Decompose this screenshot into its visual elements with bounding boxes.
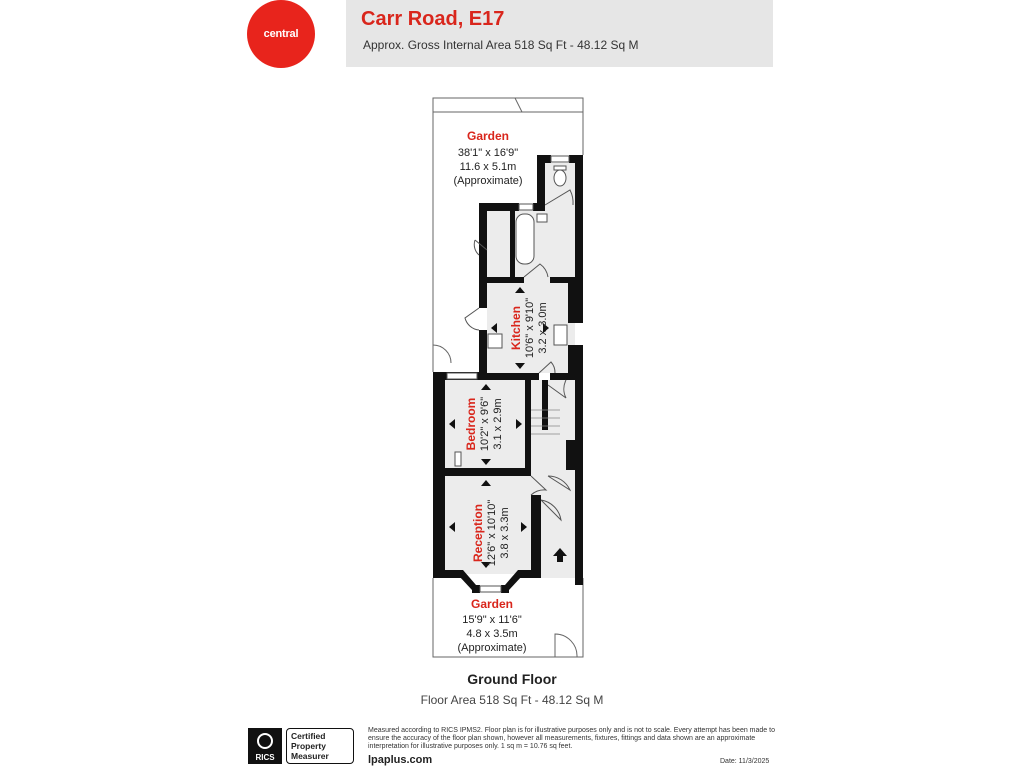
rics-badge [248, 728, 354, 764]
website-link[interactable]: lpaplus.com [368, 754, 433, 766]
rear-garden-name: Garden [466, 129, 510, 143]
disclaimer-text: Measured according to RICS IPMS2. Floor plan is for illustrative purposes only and is not to scale. Every attempt has been made to ensure the accuracy of the floor plan shown, however all measurements, fixtures, fittings and data shown are an approximate interpretation for illustrative purposes only. 1 sq m = 10.76 sq feet. [368, 727, 775, 750]
bedroom-name: Bedroom [464, 397, 478, 451]
bedroom-metric: 3.1 x 2.9m [492, 398, 504, 450]
floor-title: Ground Floor [467, 671, 557, 687]
cert-line-2: Property [291, 741, 326, 751]
rear-garden-note: (Approximate) [453, 175, 523, 187]
rear-garden-imperial: 38'1" x 16'9" [457, 147, 519, 159]
cert-line-1: Certified [291, 731, 326, 741]
kitchen-name: Kitchen [509, 305, 523, 351]
reception-imperial: 12'6" x 10'10" [486, 499, 498, 567]
bathtub-icon [516, 214, 534, 264]
rics-mark-text: RICS [255, 753, 275, 762]
gross-area-subtitle: Approx. Gross Internal Area 518 Sq Ft - 48.12 Sq M [363, 38, 639, 52]
garden-door [465, 308, 479, 330]
wardrobe-icon [455, 452, 461, 466]
front-garden-metric: 4.8 x 3.5m [466, 628, 518, 640]
front-garden-imperial: 15'9" x 11'6" [462, 614, 522, 626]
floor-area: Floor Area 518 Sq Ft - 48.12 Sq M [420, 693, 604, 707]
basin-icon [537, 214, 547, 222]
kitchen-imperial: 10'6" x 9'10" [524, 297, 536, 359]
page-title: Carr Road, E17 [361, 8, 505, 30]
hob-icon [554, 325, 567, 345]
toilet-cistern-icon [554, 166, 566, 170]
toilet-icon [554, 170, 566, 186]
certified-measurer-box [286, 728, 354, 764]
bedroom-imperial: 10'2" x 9'6" [479, 396, 491, 452]
kitchen-metric: 3.2 x 3.0m [537, 302, 549, 354]
front-garden-note: (Approximate) [457, 642, 527, 654]
rics-logo [248, 728, 282, 764]
cert-line-3: Measurer [291, 751, 329, 761]
rics-globe-icon [257, 733, 273, 749]
reception-metric: 3.8 x 3.3m [499, 507, 511, 559]
logo-text: central [263, 28, 299, 40]
plan-date: Date: 11/3/2025 [720, 758, 770, 765]
rear-garden-metric: 11.6 x 5.1m [459, 161, 517, 173]
front-garden-name: Garden [470, 597, 514, 611]
reception-name: Reception [471, 503, 485, 563]
kitchen-sink-icon [488, 334, 502, 348]
